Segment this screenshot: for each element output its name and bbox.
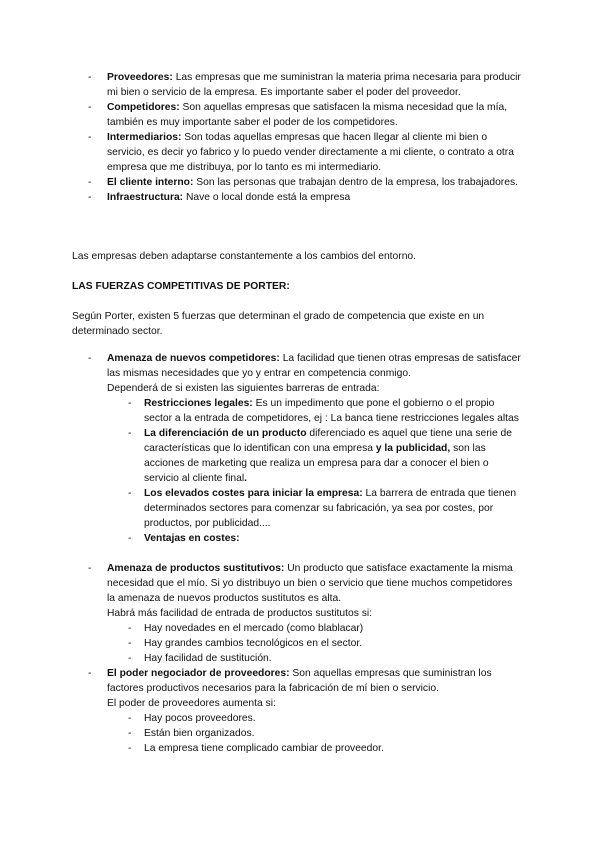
term: El cliente interno: (107, 177, 194, 188)
closing-paragraph: Las empresas deben adaptarse constantemente a los cambios del entorno. (72, 251, 417, 262)
bullet-dash: - (88, 177, 92, 188)
bullet-dash: - (128, 533, 132, 544)
bullet-dash: - (88, 668, 92, 679)
term: Proveedores: (107, 72, 173, 83)
bullet-dash: - (128, 398, 132, 409)
condition-text: Hay pocos proveedores. (144, 713, 256, 724)
emphasis: y la publicidad, (375, 443, 451, 454)
bullet-dash: - (128, 623, 132, 634)
intro-paragraph: Según Porter, existen 5 fuerzas que determinan el grado de competencia que existe en un determinado sector. (72, 311, 485, 337)
bullet-dash: - (128, 728, 132, 739)
condition-text: Hay facilidad de sustitución. (144, 653, 272, 664)
barrier-item (0, 486, 600, 531)
bullet-dash: - (128, 488, 132, 499)
bullet-dash: - (88, 353, 92, 364)
term: Restricciones legales: (144, 398, 253, 409)
definition: Son las personas que trabajan dentro de la empresa, los trabajadores. (196, 177, 518, 188)
condition-item (0, 636, 600, 651)
force-new-competitors (0, 351, 600, 381)
definition: Un producto que satisface exactamente la misma necesidad que el mío. Si yo distribuyo un bien o servicio que tiene muchos competidores la amenaza de nuevos productos sustitutos es alta. (107, 563, 513, 604)
bullet-dash: - (128, 428, 132, 439)
definition: Es un impedimento que pone el gobierno o el propio sector a la entrada de competidores, ej : La banca tiene restricciones legales altas (144, 398, 519, 424)
force-substitutes (0, 561, 600, 606)
term: Intermediarios: (107, 132, 182, 143)
spacer (0, 546, 600, 561)
emphasis: . (244, 473, 248, 484)
bullet-dash: - (88, 192, 92, 203)
definition: Nave o local donde está la empresa (185, 192, 351, 203)
bullet-dash: - (88, 563, 92, 574)
list-item (0, 190, 600, 205)
actors-list (0, 70, 600, 205)
term: El poder negociador de proveedores: (107, 668, 290, 679)
bullet-dash: - (128, 743, 132, 754)
bullet-dash: - (88, 72, 92, 83)
definition: Son aquellas empresas que satisfacen la misma necesidad que la mía, también es muy importante saber el poder de los competidores. (107, 102, 508, 128)
barrier-item (0, 426, 600, 486)
condition-item (0, 621, 600, 636)
condition-item (0, 711, 600, 726)
list-item (0, 175, 600, 190)
term: Competidores: (107, 102, 180, 113)
condition-text: La empresa tiene complicado cambiar de proveedor. (144, 743, 384, 754)
condition-item (0, 741, 600, 756)
list-item (0, 130, 600, 175)
definition: La facilidad que tienen otras empresas de satisfacer las mismas necesidades que yo y entrar en competencia conmigo. (107, 353, 521, 379)
force-supplier-power (0, 666, 600, 696)
list-item (0, 100, 600, 130)
definition: La barrera de entrada que tienen determinados sectores para comenzar su fabricación, ya sea por costes, por productos, por publicidad.... (144, 488, 517, 529)
term: Amenaza de productos sustitutivos: (107, 563, 285, 574)
definition: Son aquellas empresas que suministran los factores productivos necesarios para la fabricación de mí bien o servicio. (107, 668, 492, 694)
bullet-dash: - (128, 653, 132, 664)
forces-list (0, 351, 600, 756)
bullet-dash: - (128, 713, 132, 724)
condition-text: Hay grandes cambios tecnológicos en el sector. (144, 638, 363, 649)
force-continuation: Habrá más facilidad de entrada de productos sustitutos si: (107, 608, 373, 619)
term: Infraestructura: (107, 192, 184, 203)
term: Los elevados costes para iniciar la empresa: (144, 488, 363, 499)
definition: son las acciones de marketing que realiza un empresa para dar a conocer el bien o servicio al cliente final (144, 443, 489, 484)
condition-item (0, 726, 600, 741)
force-continuation: El poder de proveedores aumenta si: (107, 698, 276, 709)
barrier-item (0, 531, 600, 546)
bullet-dash: - (88, 102, 92, 113)
term: Ventajas en costes: (144, 533, 240, 544)
force-continuation: Dependerá de si existen las siguientes barreras de entrada: (107, 383, 380, 394)
definition: Son todas aquellas empresas que hacen llegar al cliente mi bien o servicio, es decir yo fabrico y lo puedo vender directamente a mi cliente, o contrato a otra empresa que me distribuya, por lo tanto es mi intermediario. (107, 132, 514, 173)
barrier-item (0, 396, 600, 426)
bullet-dash: - (88, 132, 92, 143)
condition-item (0, 651, 600, 666)
definition: diferenciado es aquel que tiene una serie de características que lo identifican con una empresa (144, 428, 513, 454)
condition-text: Hay novedades en el mercado (como blablacar) (144, 623, 364, 634)
condition-text: Están bien organizados. (144, 728, 255, 739)
section-heading: LAS FUERZAS COMPETITIVAS DE PORTER: (72, 281, 290, 292)
bullet-dash: - (128, 638, 132, 649)
definition: Las empresas que me suministran la materia prima necesaria para producir mi bien o servicio de la empresa. Es importante saber el poder del proveedor. (107, 72, 521, 98)
term: La diferenciación de un producto (144, 428, 307, 439)
list-item (0, 70, 600, 100)
term: Amenaza de nuevos competidores: (107, 353, 280, 364)
